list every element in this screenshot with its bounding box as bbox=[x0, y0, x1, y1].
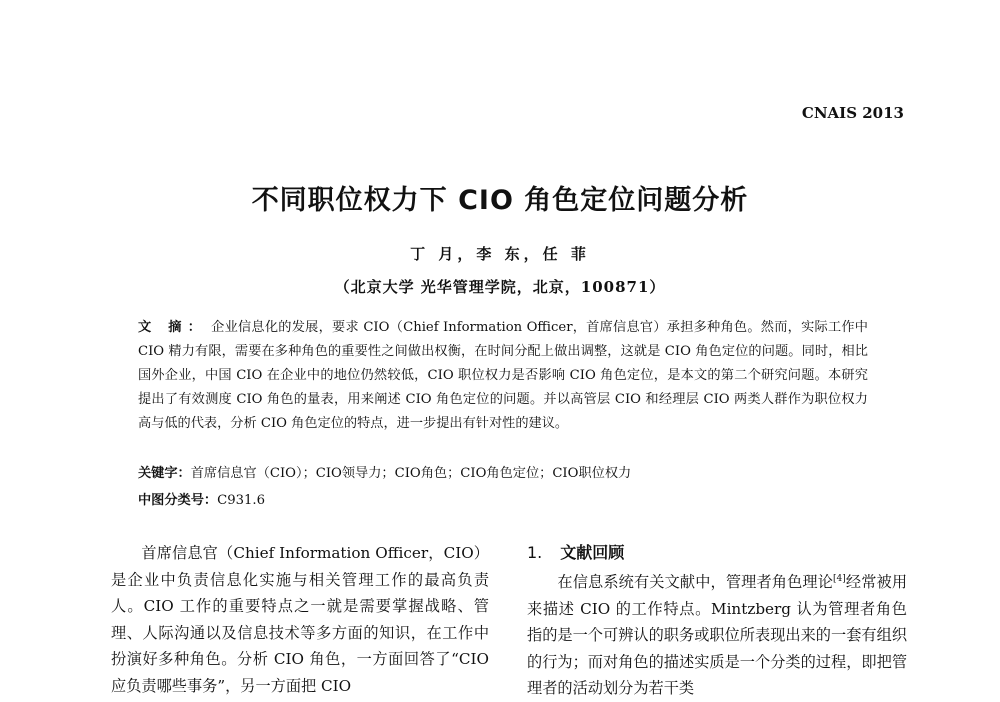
abstract-label: 文 摘： bbox=[138, 320, 208, 335]
right-text-after-ref: 经常被用来描述 CIO 的工作特点。Mintzberg 认为管理者角色指的是一个可辨认的职务或职位所表现出来的一套有组织的行为；而对角色的描述实质是一个分类的过程，即把管理者的活动划分为若干类 bbox=[527, 573, 908, 698]
abstract bbox=[138, 316, 868, 436]
section-title: 文献回顾 bbox=[560, 543, 625, 562]
body-left-column: 首席信息官（Chief Information Officer，CIO）是企业中负责信息化实施与相关管理工作的最高负责人。CIO 工作的重要特点之一就是需要掌握战略、管理、人际沟通以及信息技术等多方面的知识，在工作中扮演好多种角色。分析 CIO 角色，一方面回答了“CIO 应负责哪些事务”，另一方面把 CIO bbox=[111, 544, 489, 695]
section-heading bbox=[527, 540, 624, 563]
body-right-column bbox=[527, 566, 907, 702]
section-number: 1. bbox=[527, 543, 543, 562]
keywords bbox=[138, 462, 631, 481]
paper-authors: 丁 月，李 东，任 菲 bbox=[410, 245, 590, 263]
conference-label: CNAIS 2013 bbox=[801, 104, 904, 122]
paper-affiliation: （北京大学 光华管理学院，北京，100871） bbox=[334, 278, 666, 296]
paper-title: 不同职位权力下 CIO 角色定位问题分析 bbox=[251, 185, 749, 216]
keywords-label: 关键字： bbox=[138, 466, 191, 481]
right-text-before-ref: 在信息系统有关文献中，管理者角色理论 bbox=[557, 573, 834, 592]
classification-label: 中图分类号： bbox=[138, 493, 218, 508]
abstract-text: 企业信息化的发展，要求 CIO（Chief Information Officer，首席信息官）承担多种角色。然而，实际工作中 CIO 精力有限，需要在多种角色的重要性之间做出权衡，在时间分配上做出调整，这就是 CIO 角色定位的问题。同时，相比国外企业，中国 CIO 在企业中的地位仍然较低，CIO 职位权力是否影响 CIO 角色定位，是本文的第二个研究问题。本研究提出了有效测度 CIO 角色的量表，用来阐述 CIO 角色定位的问题。并以高管层 CIO 和经理层 CIO 两类人群作为职位权力高与低的代表，分析 CIO 角色定位的特点，进一步提出有针对性的建议。 bbox=[138, 320, 868, 431]
citation-ref: [4] bbox=[833, 574, 846, 584]
classification-text: C931.6 bbox=[217, 493, 265, 508]
classification bbox=[138, 489, 265, 508]
keywords-text: 首席信息官（CIO）；CIO领导力；CIO角色；CIO角色定位；CIO职位权力 bbox=[190, 466, 632, 481]
